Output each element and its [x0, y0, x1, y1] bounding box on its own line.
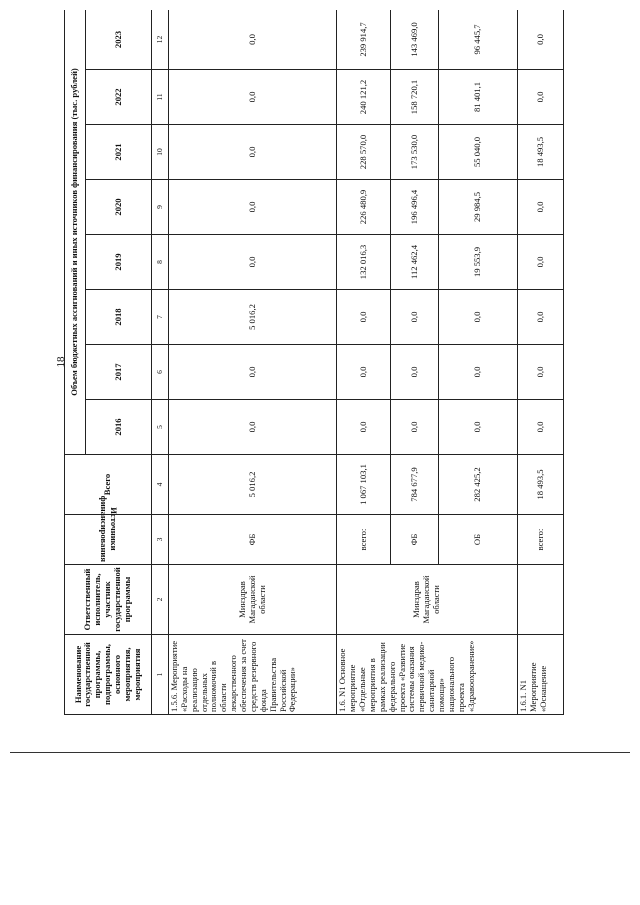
header-year-2018: 2018	[85, 290, 152, 345]
row-executor	[518, 565, 564, 635]
row-value: 173 530,0	[391, 125, 439, 180]
row-value: 55 040,0	[439, 125, 518, 180]
row-value: 81 401,1	[439, 70, 518, 125]
header-year-2019: 2019	[85, 235, 152, 290]
header-executor: Ответственный исполнитель, участник государственной программы	[65, 565, 152, 635]
row-source: всего:	[337, 515, 391, 565]
row-value: 19 553,9	[439, 235, 518, 290]
row-value: 0,0	[391, 345, 439, 400]
row-value: 0,0	[439, 400, 518, 455]
row-value: 143 469,0	[391, 10, 439, 70]
row-value: 158 720,1	[391, 70, 439, 125]
row-value: 0,0	[439, 290, 518, 345]
row-value: 132 016,3	[337, 235, 391, 290]
row-value: 0,0	[168, 70, 336, 125]
row-total: 18 493,5	[518, 455, 564, 515]
header-year-2020: 2020	[85, 180, 152, 235]
row-name: 1.6. N1 Основное мероприятие «Отдельные мероприятия в рамках реализации федерального проекта «Развитие системы оказания первичной медико-санитарной помощи» национального проекта «Здравоохранение»	[337, 635, 518, 715]
row-value: 0,0	[518, 345, 564, 400]
column-number: 9	[152, 180, 169, 235]
column-number: 5	[152, 400, 169, 455]
row-source: всего:	[518, 515, 564, 565]
column-number: 12	[152, 10, 169, 70]
row-value: 226 480,9	[337, 180, 391, 235]
row-value: 18 493,5	[518, 125, 564, 180]
row-executor: Минздрав Магаданской области	[337, 565, 518, 635]
row-value: 239 914,7	[337, 10, 391, 70]
row-value: 0,0	[168, 125, 336, 180]
column-number-row	[152, 10, 169, 715]
page-number: 18	[55, 356, 67, 368]
row-value: 228 570,0	[337, 125, 391, 180]
header-year-2021: 2021	[85, 125, 152, 180]
row-value: 0,0	[518, 10, 564, 70]
column-number: 1	[152, 635, 169, 715]
row-value: 0,0	[391, 290, 439, 345]
header-year-2017: 2017	[85, 345, 152, 400]
row-value: 0,0	[518, 180, 564, 235]
row-executor: Минздрав Магаданской области	[168, 565, 336, 635]
row-value: 0,0	[518, 70, 564, 125]
column-number: 10	[152, 125, 169, 180]
header-total: Всего	[65, 455, 152, 515]
row-value: 0,0	[337, 345, 391, 400]
row-total: 282 425,2	[439, 455, 518, 515]
header-funding-group: Объем бюджетных ассигнований и иных источников финансирования (тыс. рублей)	[65, 10, 86, 455]
row-value: 240 121,2	[337, 70, 391, 125]
row-value: 0,0	[439, 345, 518, 400]
row-value: 0,0	[518, 290, 564, 345]
row-value: 0,0	[391, 400, 439, 455]
row-source: ФБ	[391, 515, 439, 565]
header-name: Наименование государственной программы, подпрограммы, основного мероприятия, мероприятия	[65, 635, 152, 715]
column-number: 3	[152, 515, 169, 565]
row-value: 0,0	[518, 400, 564, 455]
row-name: 1.6.1. N1 Мероприятие «Оснащение	[518, 635, 564, 715]
row-value: 0,0	[168, 235, 336, 290]
header-year-2016: 2016	[85, 400, 152, 455]
row-value: 0,0	[168, 180, 336, 235]
row-source: ФБ	[168, 515, 336, 565]
row-value: 0,0	[168, 10, 336, 70]
row-source: ОБ	[439, 515, 518, 565]
row-name: 1.5.6. Мероприятие «Расходы на реализацию отдельных полномочий в области лекарственного обеспечения за счет средств резервного фонда Правительства Российской Федерации»	[168, 635, 336, 715]
funding-table-container	[64, 10, 564, 715]
header-year-2022: 2022	[85, 70, 152, 125]
page-separator-line	[10, 752, 630, 753]
table-row	[168, 10, 336, 715]
row-value: 0,0	[168, 400, 336, 455]
row-value: 96 445,7	[439, 10, 518, 70]
row-value: 0,0	[337, 400, 391, 455]
row-value: 0,0	[518, 235, 564, 290]
row-value: 5 016,2	[168, 290, 336, 345]
header-source	[65, 495, 152, 565]
column-number: 2	[152, 565, 169, 635]
row-value: 0,0	[168, 345, 336, 400]
funding-table	[64, 10, 564, 715]
column-number: 11	[152, 70, 169, 125]
column-number: 6	[152, 345, 169, 400]
column-number: 4	[152, 455, 169, 515]
row-total: 784 677,9	[391, 455, 439, 515]
row-total: 5 016,2	[168, 455, 336, 515]
table-row	[518, 10, 564, 715]
column-number: 8	[152, 235, 169, 290]
row-value: 112 462,4	[391, 235, 439, 290]
column-number: 7	[152, 290, 169, 345]
header-year-2023: 2023	[85, 10, 152, 70]
row-value: 29 984,5	[439, 180, 518, 235]
row-value: 196 496,4	[391, 180, 439, 235]
row-value: 0,0	[337, 290, 391, 345]
table-row	[337, 10, 391, 715]
row-total: 1 067 103,1	[337, 455, 391, 515]
header-source-text: Источники финансирования	[99, 495, 120, 562]
